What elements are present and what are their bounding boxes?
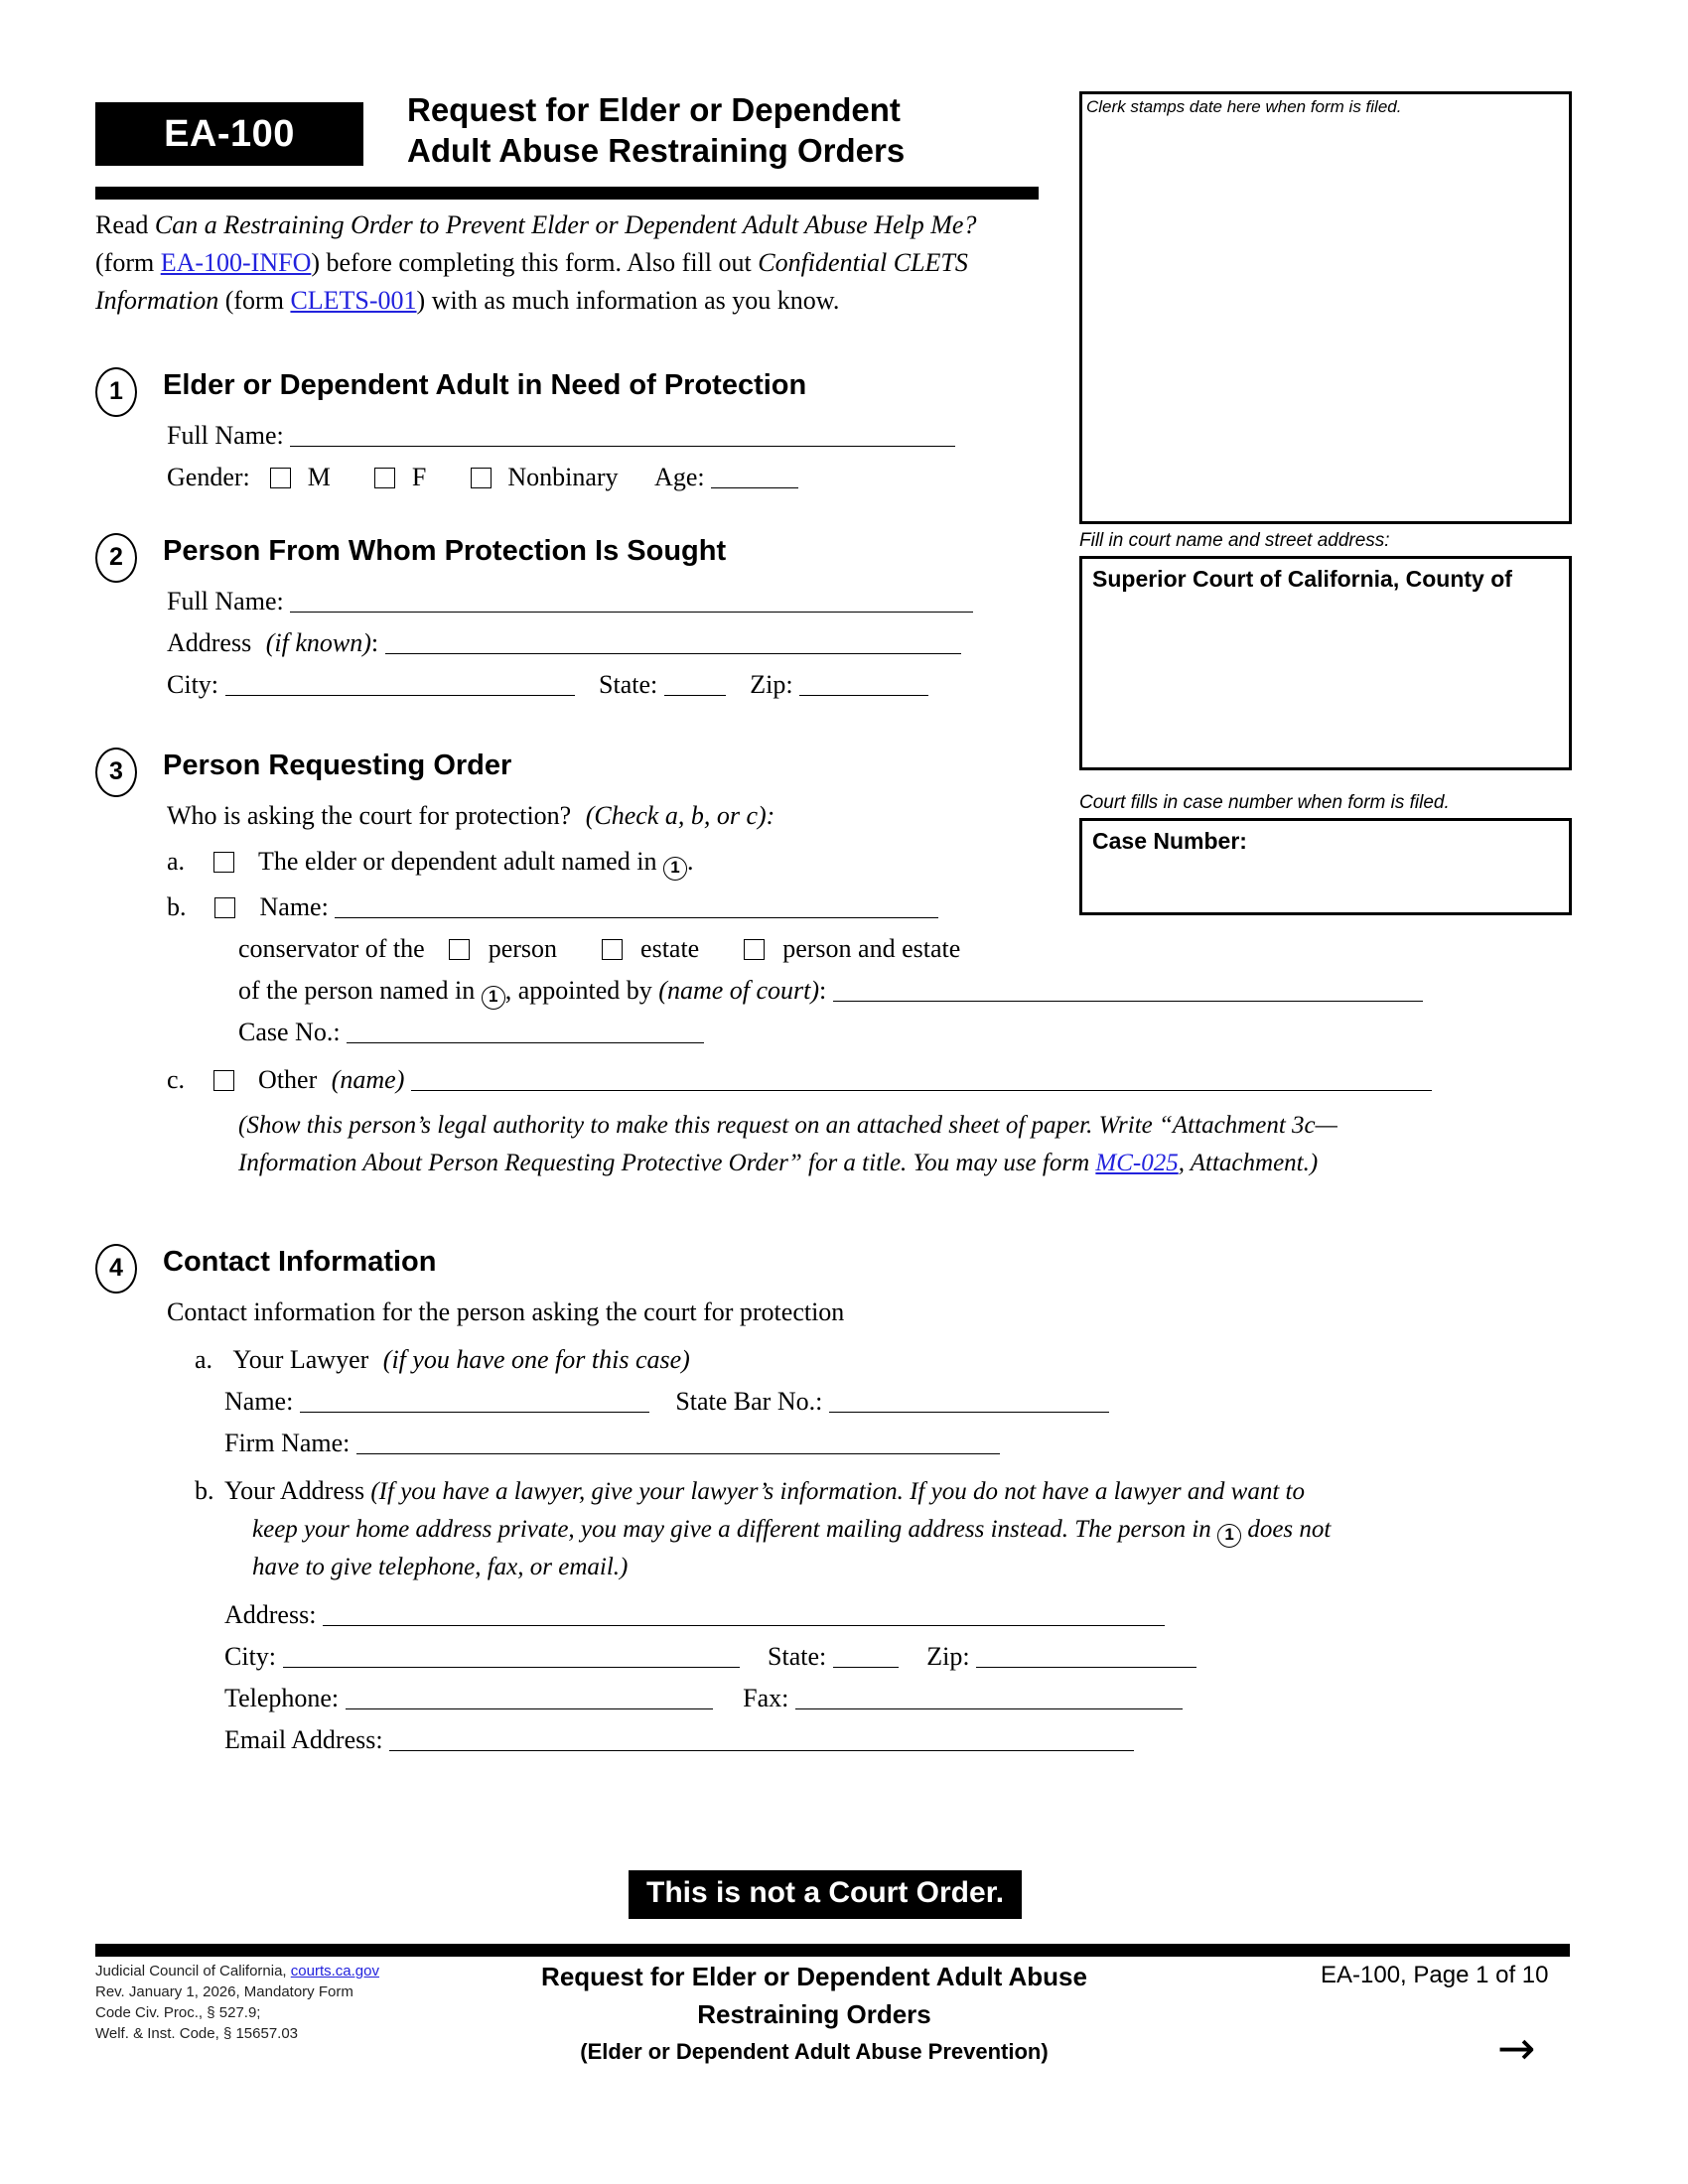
gender-male-label: M: [307, 463, 331, 491]
your-address-label: Address:: [224, 1600, 317, 1629]
section-4-subtitle: Contact information for the person asking the court for protection: [167, 1297, 845, 1326]
lawyer-title: Your Lawyer: [232, 1345, 369, 1374]
intro-mid-text: ) before completing this form. Also fill out: [311, 248, 759, 277]
city-label: City:: [167, 670, 219, 699]
your-address-row: [224, 1594, 1331, 1636]
full-name-label: Full Name:: [167, 587, 284, 615]
conservator-estate-checkbox[interactable]: [602, 939, 623, 960]
restrained-person-address-input[interactable]: [385, 626, 961, 654]
your-state-input[interactable]: [833, 1640, 899, 1668]
option-b-name-label: Name:: [259, 892, 329, 921]
option-a-letter: a.: [167, 847, 186, 876]
your-state-label: State:: [768, 1642, 827, 1671]
section-4-heading: Contact Information: [163, 1246, 437, 1278]
clerk-stamp-caption: Clerk stamps date here when form is filed.: [1086, 97, 1402, 116]
footer-page-number: EA-100, Page 1 of 10: [1321, 1962, 1549, 1988]
section-2-heading: Person From Whom Protection Is Sought: [163, 535, 727, 567]
page-title: [407, 89, 1023, 171]
your-zip-label: Zip:: [926, 1642, 970, 1671]
your-address-input[interactable]: [323, 1598, 1165, 1626]
your-address-note-line-3: have to give telephone, fax, or email.): [252, 1554, 629, 1580]
your-email-row: [224, 1719, 1331, 1761]
footer-legal-citations: [95, 1961, 512, 2044]
protected-person-name-row: [167, 415, 955, 457]
restrained-person-state-input[interactable]: [664, 668, 726, 696]
requester-option-b: [167, 887, 1432, 928]
section-2-number: 2: [95, 533, 137, 583]
your-address-block: [167, 1472, 1331, 1761]
section-4-body: [167, 1292, 1331, 1761]
conservator-case-no-input[interactable]: [347, 1016, 704, 1043]
conservator-person-checkbox[interactable]: [449, 939, 470, 960]
case-number-label: Case Number:: [1092, 828, 1247, 854]
appointed-mid-text: , appointed by: [504, 976, 659, 1005]
section-1-body: [167, 415, 955, 498]
inline-ref-1-icon: 1: [663, 857, 687, 881]
your-address-note-2a: keep your home address private, you may give a different mailing address instead. The person in: [252, 1516, 1218, 1543]
section-3-number: 3: [95, 748, 137, 797]
lawyer-name-input[interactable]: [300, 1385, 649, 1413]
address-note: (if known): [265, 628, 371, 657]
requester-option-c: [167, 1059, 1432, 1101]
case-no-label: Case No.:: [238, 1018, 341, 1046]
option-a-text-before: The elder or dependent adult named in: [258, 847, 663, 876]
your-address-title: Your Address: [224, 1476, 365, 1505]
attachment-note-line-2-tail: , Attachment.): [1178, 1150, 1319, 1176]
section-3-prompt-row: [167, 795, 1432, 837]
restrained-person-city-input[interactable]: [225, 668, 575, 696]
link-clets-001[interactable]: CLETS-001: [290, 286, 417, 315]
restrained-person-name-row: [167, 581, 973, 622]
restrained-person-name-input[interactable]: [290, 585, 973, 613]
conservator-person-label: person: [488, 934, 558, 963]
state-label: State:: [599, 670, 658, 699]
form-number-badge: EA-100: [95, 102, 363, 166]
section-3-heading: Person Requesting Order: [163, 750, 512, 781]
conservator-type-row: [238, 928, 1432, 970]
your-city-label: City:: [224, 1642, 277, 1671]
your-telephone-input[interactable]: [346, 1682, 713, 1709]
section-1-heading: Elder or Dependent Adult in Need of Protection: [163, 369, 807, 401]
footer-divider: [95, 1944, 1570, 1957]
intro-form-title-1: Can a Restraining Order to Prevent Elder or Dependent Adult Abuse Help Me?: [154, 210, 977, 239]
your-address-note-line-2: [252, 1511, 1331, 1549]
option-c-text: Other: [258, 1065, 318, 1094]
protected-person-name-input[interactable]: [290, 419, 955, 447]
attachment-note-line-1: (Show this person’s legal authority to make this request on an attached sheet of paper. Write “Attachment 3c—: [238, 1112, 1337, 1139]
gender-age-row: [167, 457, 955, 498]
lawyer-name-row: [224, 1381, 1331, 1423]
not-a-court-order-banner: This is not a Court Order.: [629, 1870, 1022, 1919]
your-city-input[interactable]: [283, 1640, 740, 1668]
intro-form-word-1: (form: [95, 248, 161, 277]
conservator-case-no-row: [238, 1012, 1432, 1053]
section-2-body: [167, 581, 973, 706]
link-mc-025[interactable]: MC-025: [1095, 1150, 1179, 1176]
address-label: Address: [167, 628, 252, 657]
court-name-label: Superior Court of California, County of: [1092, 566, 1512, 592]
your-telephone-row: [224, 1678, 1331, 1719]
link-courts-ca-gov[interactable]: courts.ca.gov: [290, 1963, 379, 1979]
appointed-before-text: of the person named in: [238, 976, 482, 1005]
your-address-note-line-1: [224, 1472, 1331, 1511]
state-bar-label: State Bar No.:: [675, 1387, 823, 1416]
gender-male-checkbox[interactable]: [270, 468, 291, 488]
conservator-text: conservator of the: [238, 934, 425, 963]
your-address-note-1: (If you have a lawyer, give your lawyer’s information. If you do not have a lawyer and want to: [370, 1478, 1305, 1505]
footer-title-line-3: (Elder or Dependent Adult Abuse Prevention): [580, 2039, 1049, 2064]
age-input[interactable]: [711, 461, 798, 488]
gender-nonbinary-label: Nonbinary: [507, 463, 619, 491]
court-name-caption: Fill in court name and street address:: [1079, 530, 1390, 551]
inline-ref-1-icon: 1: [1217, 1524, 1241, 1548]
attachment-3c-note: [238, 1107, 1432, 1182]
page-title-line1: Request for Elder or Dependent: [407, 91, 901, 128]
footer-title-line-2: Restraining Orders: [697, 1999, 931, 2029]
footer-council-text: Judicial Council of California,: [95, 1963, 291, 1979]
page-title-line2: Adult Abuse Restraining Orders: [407, 132, 906, 169]
your-fax-label: Fax:: [743, 1684, 789, 1712]
section-3-body: [167, 795, 1432, 1182]
your-zip-input[interactable]: [976, 1640, 1196, 1668]
intro-read-word: Read: [95, 210, 149, 239]
footer-form-title: [467, 1958, 1162, 2071]
restrained-person-city-row: [167, 664, 973, 706]
section-3-prompt: Who is asking the court for protection?: [167, 801, 572, 830]
your-address-note: [167, 1472, 1331, 1586]
section-4-subtitle-row: [167, 1292, 1331, 1333]
intro-form-word-2: (form: [218, 286, 291, 315]
gender-female-label: F: [411, 463, 427, 491]
header-divider: [95, 187, 1039, 200]
your-address-note-2b: does not: [1241, 1516, 1332, 1543]
your-telephone-label: Telephone:: [224, 1684, 340, 1712]
firm-name-input[interactable]: [356, 1427, 1000, 1454]
option-a-text-after: .: [686, 847, 694, 876]
option-b-name-input[interactable]: [335, 890, 938, 918]
option-b-letter: b.: [167, 892, 187, 921]
option-c-note: (name): [331, 1065, 405, 1094]
address-colon: :: [370, 628, 379, 657]
your-fax-input[interactable]: [795, 1682, 1183, 1709]
option-a-checkbox[interactable]: [213, 852, 234, 873]
firm-name-row: [224, 1423, 1331, 1464]
clerk-stamp-box[interactable]: [1079, 91, 1572, 524]
appointed-note: (name of court): [658, 976, 820, 1005]
section-3-prompt-note: (Check a, b, or c):: [585, 801, 775, 830]
attachment-note-line-2: [238, 1145, 1432, 1182]
appointed-court-input[interactable]: [833, 974, 1423, 1002]
full-name-label: Full Name:: [167, 421, 284, 450]
your-city-row: [224, 1636, 1331, 1678]
lawyer-letter: a.: [195, 1345, 213, 1374]
gender-female-checkbox[interactable]: [374, 468, 395, 488]
section-1-number: 1: [95, 367, 137, 417]
option-c-name-input[interactable]: [411, 1063, 1432, 1091]
firm-name-label: Firm Name:: [224, 1429, 351, 1457]
court-name-box[interactable]: [1079, 556, 1572, 770]
case-number-caption: Court fills in case number when form is filed.: [1079, 792, 1450, 813]
appointed-colon: :: [819, 976, 827, 1005]
footer-title-line-1: Request for Elder or Dependent Adult Abuse: [541, 1962, 1087, 1991]
conservator-both-label: person and estate: [782, 934, 961, 963]
next-page-arrow-icon: →: [1497, 2021, 1536, 2075]
inline-ref-1-icon: 1: [482, 986, 505, 1010]
lawyer-heading-row: [167, 1339, 1331, 1381]
gender-label: Gender:: [167, 463, 250, 491]
section-4-number: 4: [95, 1244, 137, 1294]
footer-legal-line-1: [95, 1961, 512, 1981]
lawyer-name-label: Name:: [224, 1387, 294, 1416]
state-bar-input[interactable]: [829, 1385, 1109, 1413]
requester-option-a: [167, 841, 1432, 883]
conservator-estate-label: estate: [640, 934, 700, 963]
zip-label: Zip:: [750, 670, 793, 699]
age-label: Age:: [654, 463, 705, 491]
footer-legal-line-2: Rev. January 1, 2026, Mandatory Form: [95, 1983, 353, 2000]
intro-tail-text: ) with as much information as you know.: [416, 286, 840, 315]
appointed-by-row: [238, 970, 1432, 1012]
footer-legal-line-3: Code Civ. Proc., § 527.9;: [95, 2004, 261, 2021]
option-b-checkbox[interactable]: [214, 897, 235, 918]
your-address-letter: b.: [195, 1476, 214, 1505]
your-email-input[interactable]: [389, 1723, 1134, 1751]
gender-nonbinary-checkbox[interactable]: [471, 468, 492, 488]
footer-legal-line-4: Welf. & Inst. Code, § 15657.03: [95, 2025, 299, 2042]
restrained-person-zip-input[interactable]: [799, 668, 928, 696]
lawyer-note: (if you have one for this case): [382, 1345, 690, 1374]
link-ea-100-info[interactable]: EA-100-INFO: [160, 248, 312, 277]
restrained-person-address-row: [167, 622, 973, 664]
conservator-both-checkbox[interactable]: [744, 939, 765, 960]
intro-paragraph: [95, 206, 1039, 320]
intro-form-title-2: Confidential CLETS Information: [95, 248, 968, 315]
your-email-label: Email Address:: [224, 1725, 383, 1754]
option-c-checkbox[interactable]: [213, 1070, 234, 1091]
attachment-note-line-2-text: Information About Person Requesting Protective Order” for a title. You may use form: [238, 1150, 1096, 1176]
option-c-letter: c.: [167, 1065, 186, 1094]
